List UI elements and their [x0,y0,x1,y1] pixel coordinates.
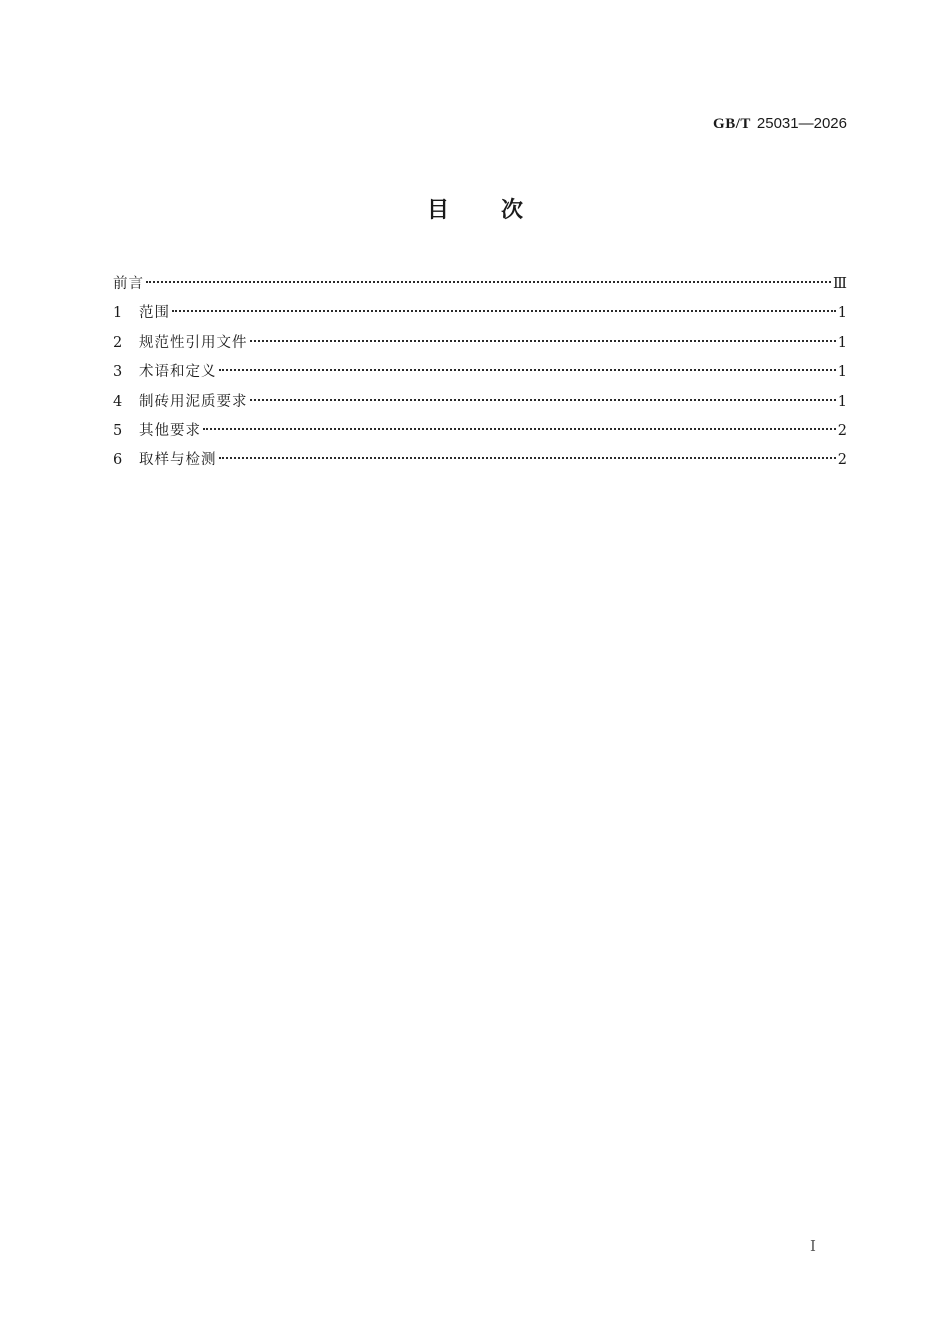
toc-dot-leader [219,369,836,371]
toc-entry-text: 取样与检测 [139,452,217,469]
toc-entry-other-requirements[interactable] [113,419,847,448]
page-title: 目次 [426,198,575,223]
toc-entry-page: 1 [837,305,847,322]
toc-dot-leader [219,457,836,459]
table-of-contents [113,272,847,478]
toc-entry-text: 其他要求 [139,422,201,439]
toc-entry-number: 3 [113,364,123,381]
toc-entry-page: 2 [837,422,847,439]
toc-entry-page: 1 [837,334,847,351]
toc-dot-leader [146,281,831,283]
toc-entry-number: 2 [113,334,123,351]
toc-entry-sludge-requirements[interactable] [113,390,847,419]
standard-code [713,113,847,134]
toc-entry-number: 4 [113,393,123,410]
standard-code-number: 25031—2026 [756,115,847,132]
toc-entry-foreword[interactable] [113,272,847,301]
toc-entry-text: 前言 [113,276,144,292]
toc-dot-leader [172,310,836,312]
toc-entry-page: Ⅲ [833,276,847,292]
toc-entry-scope[interactable] [113,301,847,330]
toc-entry-terms-definitions[interactable] [113,360,847,389]
toc-dot-leader [250,340,836,342]
toc-entry-number: 1 [113,305,123,322]
toc-entry-page: 1 [837,364,847,381]
toc-dot-leader [250,399,836,401]
toc-entry-number: 5 [113,422,123,439]
toc-entry-page: 1 [837,393,847,410]
toc-entry-text: 规范性引用文件 [139,334,248,351]
toc-entry-text: 术语和定义 [139,364,217,381]
toc-dot-leader [203,428,836,430]
page-number: I [810,1237,816,1255]
toc-entry-page: 2 [837,452,847,469]
toc-entry-sampling-testing[interactable] [113,448,847,477]
standard-code-prefix: GB/T [713,116,751,132]
toc-entry-number: 6 [113,452,123,469]
toc-entry-text: 制砖用泥质要求 [139,393,248,410]
toc-entry-text: 范围 [139,305,170,322]
toc-entry-normative-references[interactable] [113,331,847,360]
